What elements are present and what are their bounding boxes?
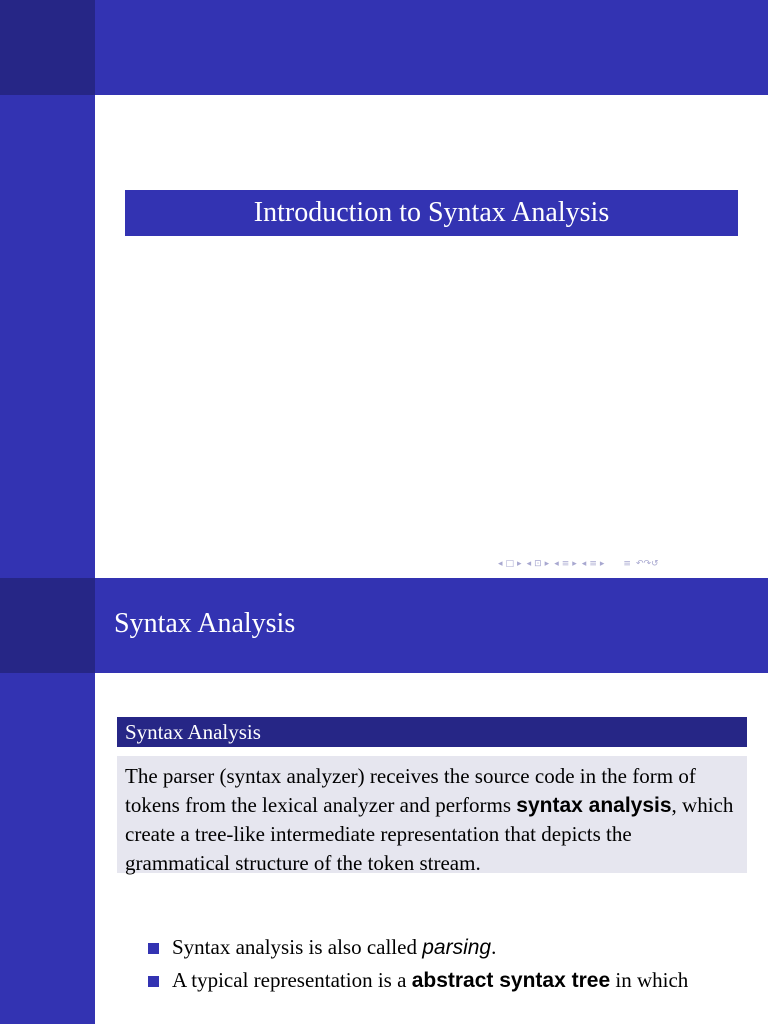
nav-left-arrow-icon: ◂: [581, 559, 587, 569]
block-text: The parser (syntax analyzer) receives the source code in the form of tokens from the lexical analyzer and performs: [125, 764, 696, 817]
nav-align-group[interactable]: [623, 559, 631, 569]
bullet-list: [148, 934, 738, 1000]
presentation-title: Introduction to Syntax Analysis: [253, 197, 610, 228]
bullet-text: A typical representation is a: [172, 968, 412, 992]
sidebar-header: [0, 578, 95, 673]
square-bullet-icon: [148, 976, 159, 987]
square-bullet-icon: [148, 943, 159, 954]
nav-frame-icon: ⊡: [534, 559, 542, 569]
nav-left-arrow-icon: ◂: [526, 559, 532, 569]
bullet-tail: in which: [610, 968, 689, 992]
beamer-navigation: [498, 556, 659, 572]
nav-right-arrow-icon: ▸: [599, 559, 605, 569]
nav-slide-group[interactable]: [498, 559, 522, 569]
nav-frame-group[interactable]: [527, 559, 550, 569]
nav-subsection-icon: ≡: [561, 559, 570, 569]
bullet-emphasis: parsing: [422, 936, 492, 959]
frame-title: Syntax Analysis: [114, 608, 296, 639]
header-bar: [95, 578, 768, 673]
list-item: [148, 934, 738, 961]
nav-slide-icon: □: [505, 559, 515, 569]
title-box: [125, 190, 738, 236]
block-header: Syntax Analysis: [117, 717, 747, 747]
nav-back-search-icon: ↶↷↺: [635, 559, 659, 569]
block-bold-term: syntax analysis: [516, 793, 672, 817]
nav-left-arrow-icon: ◂: [498, 559, 503, 569]
nav-section-icon: ≡: [589, 559, 597, 569]
nav-search-group[interactable]: [636, 559, 659, 569]
bullet-tail: .: [491, 935, 497, 959]
sidebar-header: [0, 0, 95, 95]
bullet-bold-term: abstract syntax tree: [411, 969, 611, 992]
nav-right-arrow-icon: ▸: [517, 559, 522, 569]
nav-section-group[interactable]: [582, 559, 605, 569]
slide-syntax-analysis: [0, 578, 768, 1024]
block-body: [117, 756, 747, 873]
nav-subsection-group[interactable]: [554, 559, 577, 569]
nav-right-arrow-icon: ▸: [572, 559, 577, 569]
list-item: [148, 967, 738, 994]
header-bar: [95, 0, 768, 95]
nav-right-arrow-icon: ▸: [544, 559, 550, 569]
block-text: , which create a tree-like intermediate representation that depicts the grammatical structure of the token stream.: [125, 792, 734, 875]
nav-left-arrow-icon: ◂: [554, 559, 559, 569]
bullet-text: Syntax analysis is also called: [172, 935, 423, 959]
nav-align-icon: ≡: [623, 559, 631, 569]
